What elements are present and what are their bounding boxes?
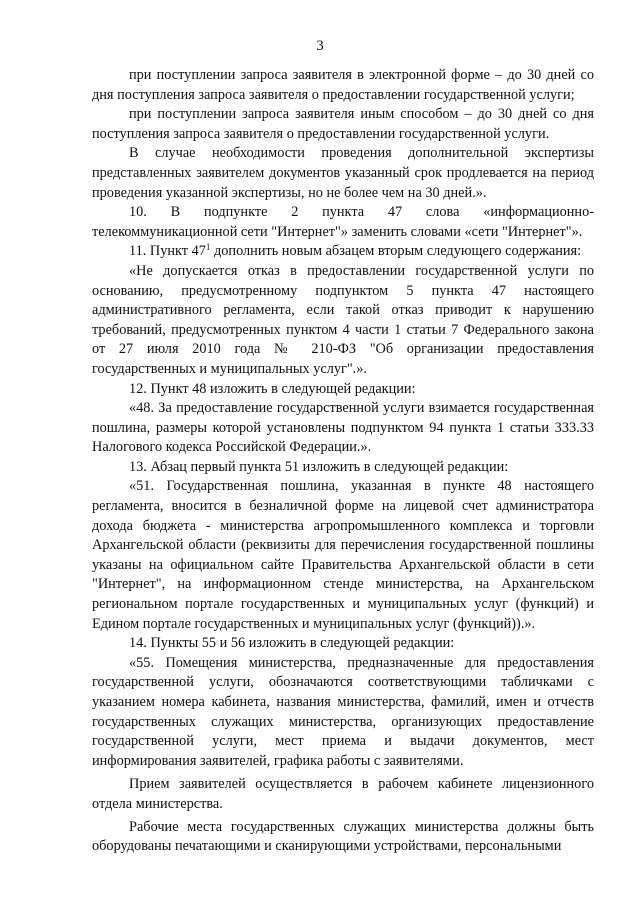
document-body bbox=[92, 66, 594, 857]
paragraph-refusal-clause: «Не допускается отказ в предоставлении государственной услуги по основанию, предусмотренному подпунктом 5 пункта 47 настоящего административного регламента, если такой отказ приводит к нарушению требований, предусмотренных пунктом 4 части 1 статьи 7 Федерального закона от 27 июля 2010 года № 210-ФЗ "Об организации предоставления государственных и муниципальных услуг".». bbox=[92, 262, 594, 377]
paragraph-clause-51: «51. Государственная пошлина, указанная в пункте 48 настоящего регламента, вносится в безналичной форме на лицевой счет администратора дохода бюджета - министерства агропромышленного комплекса и торговли Архангельской области (реквизиты для перечисления государственной пошлины указаны на официальном сайте Правительства Архангельской области в сети "Интернет", на информационном стенде министерства, на Архангельском региональном портале государственных и муниципальных услуг (функций) и Едином портале государственных и муниципальных услуг (функций)).». bbox=[92, 478, 594, 632]
paragraph-item-13: 13. Абзац первый пункта 51 изложить в следующей редакции: bbox=[129, 458, 509, 475]
paragraph-item-10: 10. В подпункте 2 пункта 47 слова «информационно-телекоммуникационной сети "Интернет"» заменить словами «сети "Интернет"». bbox=[92, 204, 594, 240]
paragraph-item-14: 14. Пункты 55 и 56 изложить в следующей редакции: bbox=[129, 635, 455, 652]
item-11-superscript: 1 bbox=[205, 242, 211, 253]
paragraph-item-11 bbox=[92, 242, 594, 262]
paragraph-workplaces: Рабочие места государственных служащих министерства должны быть оборудованы печатающими и сканирующими устройствами, персональными bbox=[92, 818, 594, 855]
paragraph-item-12: 12. Пункт 48 изложить в следующей редакции: bbox=[129, 380, 416, 397]
paragraph-clause-48: «48. За предоставление государственной услуги взимается государственная пошлина, размеры которой установлены подпунктом 94 пункта 1 статьи 333.33 Налогового кодекса Российской Федерации.». bbox=[92, 400, 594, 456]
item-11-rest: дополнить новым абзацем вторым следующего содержания: bbox=[214, 243, 582, 260]
page-number: 3 bbox=[316, 38, 324, 54]
paragraph-clause-55: «55. Помещения министерства, предназначенные для предоставления государственной услуги, обозначаются соответствующими табличками с указанием номера кабинета, названия министерства, фамилий, имен и отчеств государственных служащих министерства, организующих предоставление государственной услуги, мест приема и выдачи документов, мест информирования заявителей, графика работы с заявителями. bbox=[92, 654, 594, 769]
item-11-prefix: 11. Пункт 47 bbox=[129, 243, 206, 260]
paragraph-reception: Прием заявителей осуществляется в рабочем кабинете лицензионного отдела министерства. bbox=[92, 776, 594, 812]
paragraph-expertise: В случае необходимости проведения дополнительной экспертизы представленных заявителем документов указанный срок продлевается на период проведения указанной экспертизы, но не более чем на 30 дней.». bbox=[92, 145, 594, 201]
paragraph-electronic-request: при поступлении запроса заявителя в электронной форме – до 30 дней со дня поступления запроса заявителя о предоставлении государственной услуги; bbox=[92, 67, 594, 103]
paragraph-other-request: при поступлении запроса заявителя иным способом – до 30 дней со дня поступления запроса заявителя о предоставлении государственной услуги. bbox=[92, 106, 594, 142]
